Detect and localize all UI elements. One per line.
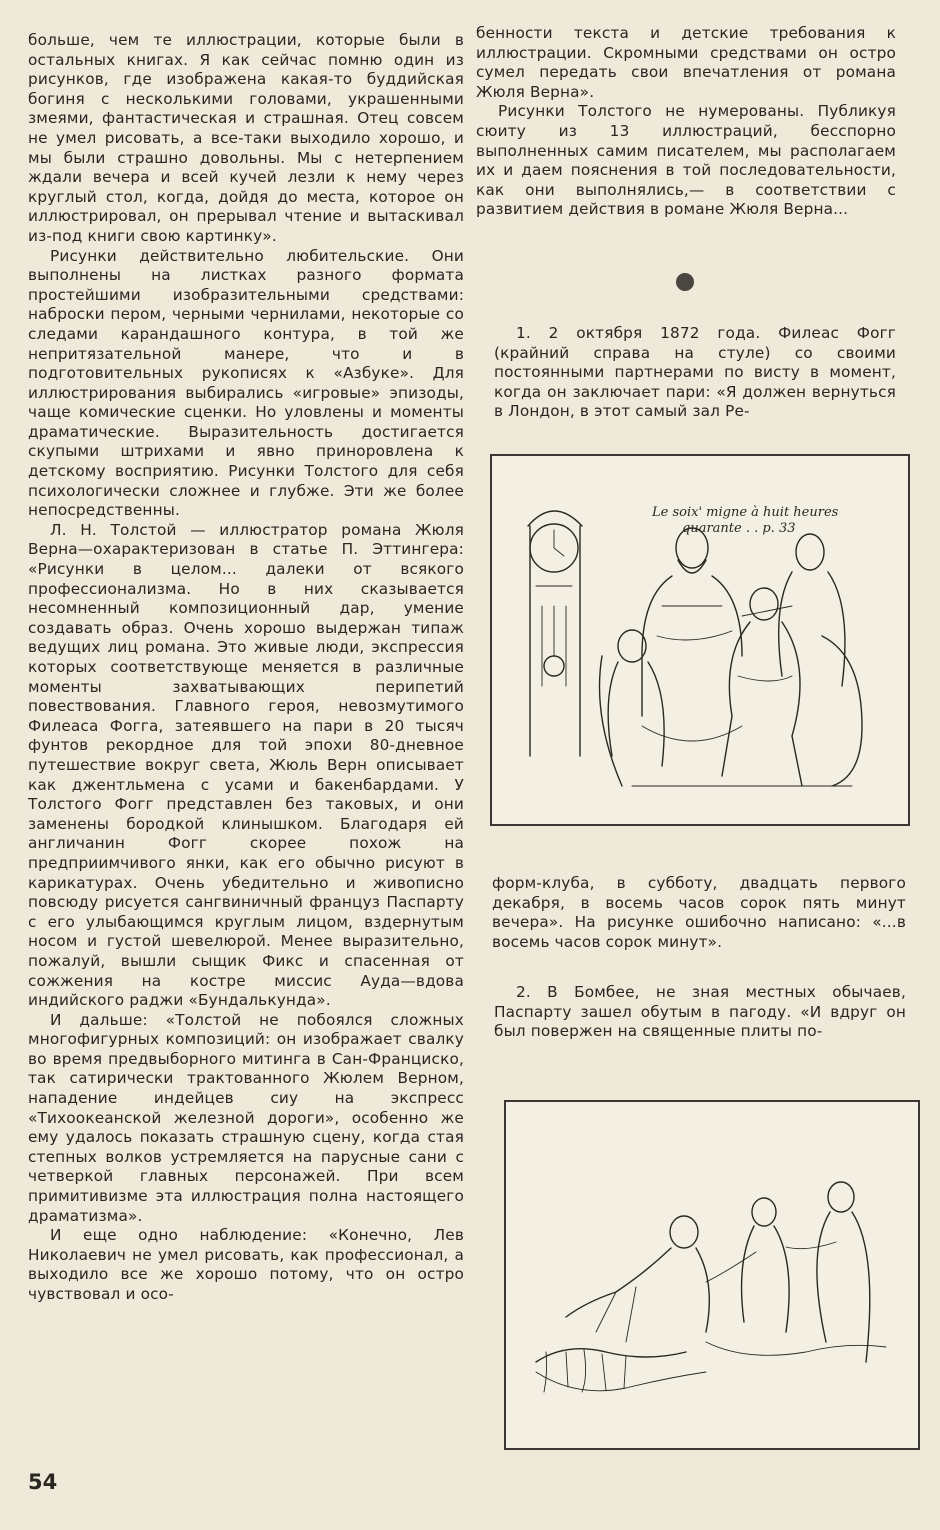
paragraph: бенности текста и детские требования к иллюстрации. Скромными средствами он остро сумел передать свои впечатления от романа Жюля Верна».: [476, 24, 896, 101]
paragraph: Л. Н. Толстой — иллюстратор романа Жюля Верна—охарактеризован в статье П. Эттингера: «Рисунки в целом... далеки от всякого профессионализма. Но в них сказывается несомненный композиционный дар, умение создавать образ. Очень хорошо выдержан типаж ведущих лиц романа. Это живые люди, экспрессия которых соответствующе меняется в различные моменты захватывающих перипетий повествования. Главного героя, невозмутимого Филеаса Фогга, затеявшего на пари в 20 тысяч фунтов рекордное для той эпохи 80-дневное путешествие вокруг света, Жюль Верн описывает как джентльмена с усами и бакенбардами. У Толстого Фогг представлен без таковых, и они заменены бородкой клинышком. Благодаря ей англичанин Фогг скорее похож на предприимчивого янки, как его обычно рисуют в карикатурах. Очень убедительно и живописно повсюду рисуется сангвиничный француз Паспарту с его улыбающимся круглым лицом, вздернутым носом и густой шевелюрой. Менее выразительно, пожалуй, вышли сыщик Фикс и спасенная от сожжения на костре миссис Ауда—вдова индийского раджи «Бундалькунда».: [28, 520, 464, 1010]
caption-text: 2. В Бомбее, не зная местных обычаев, Паспарту зашел обутым в пагоду. «И вдруг он был повержен на священные плиты по-: [494, 983, 906, 1041]
figure-2-caption: [494, 983, 906, 1042]
right-text-column: [476, 24, 896, 220]
caption-text: 1. 2 октября 1872 года. Филеас Фогг (крайний справа на стуле) со своими постоянными партнерами по висту в момент, когда он заключает пари: «Я должен вернуться в Лондон, в этот самый зал Ре-: [494, 324, 896, 421]
page-number: 54: [28, 1470, 58, 1494]
paragraph: Рисунки Толстого не нумерованы. Публикуя сюиту из 13 иллюстраций, бесспорно выполненных самим писателем, мы располагаем их и даем пояснения в той последовательности, как они выполнялись,— в соответствии с развитием действия в романе Жюля Верна...: [476, 102, 896, 219]
figure-2-illustration: [504, 1100, 920, 1450]
sketch-inscription-1: Le soix' mignе à huit heures: [652, 505, 839, 520]
paragraph: Рисунки действительно любительские. Они выполнены на листках разного формата простейшими изобразительными средствами: наброски пером, черными чернилами, некоторые со следами карандашного контура, в той же непритязательной манере, что и в подготовительных рукописях к «Азбуке». Для иллюстрирования выбирались «игровые» эпизоды, чаще комические сценки. Но уловлены и моменты драматические. Выразительность достигается скупыми штрихами и явно приноровлена к детскому восприятию. Рисунки Толстого для себя психологически сложнее и глубже. Эти же более непосредственны.: [28, 246, 464, 520]
section-bullet-icon: [676, 273, 694, 291]
sketch-inscription-2: quarante . . p. 33: [682, 521, 796, 536]
pagoda-scuffle-sketch-icon: [506, 1102, 918, 1448]
paragraph: И еще одно наблюдение: «Конечно, Лев Николаевич не умел рисовать, как профессионал, а выходило все же хорошо потому, что он остро чувствовал и осо-: [28, 1226, 464, 1303]
paragraph: И дальше: «Толстой не побоялся сложных многофигурных композиций: он изображает свалку во время предвыборного митинга в Сан-Франциско, так сатирически трактованного Жюлем Верном, нападение индейцев сиу на экспресс «Тихоокеанской железной дороги», особенно же ему удалось показать страшную сцену, когда стая степных волков устремляется на парусные сани с четверкой главных персонажей. При всем примитивизме эта иллюстрация полна настоящего драматизма».: [28, 1010, 464, 1225]
caption-text: форм-клуба, в субботу, двадцать первого декабря, в восемь часов сорок пять минут вечера». На рисунке ошибочно написано: «...в восемь часов сорок минут».: [492, 874, 906, 951]
paragraph: больше, чем те иллюстрации, которые были в остальных книгах. Я как сейчас помню один из рисунков, где изображена какая-то буддийская богиня с несколькими головами, украшенными змеями, фантастическая и страшная. Отец совсем не умел рисовать, а все-таки выходило хорошо, и мы были страшно довольны. Мы с нетерпением ждали вечера и всей кучей лезли к нему через круглый стол, когда, дойдя до места, которое он иллюстрировал, он прерывал чтение и вытаскивал из-под книги свою картинку».: [28, 31, 464, 245]
card-players-sketch-icon: [492, 456, 908, 824]
figure-1-illustration: [490, 454, 910, 826]
left-text-column: [28, 31, 464, 1305]
figure-1-caption-continued: [492, 874, 906, 952]
figure-1-caption: [494, 324, 896, 422]
